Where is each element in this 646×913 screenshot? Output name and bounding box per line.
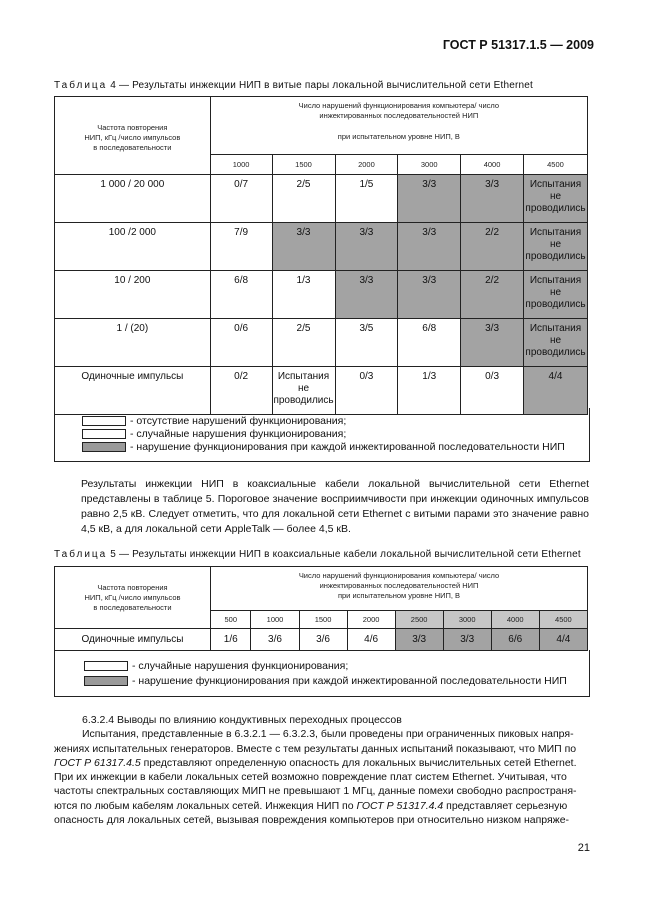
table-cell: 4/4 [539,629,587,651]
table4-legend-frame [54,408,590,462]
table-cell: Испытания не проводились [523,271,587,319]
table-cell: 3/3 [398,271,461,319]
document-code: ГОСТ Р 51317.1.5 — 2009 [442,38,594,52]
table5-level-header: 4000 [491,611,539,629]
table-cell: 3/3 [395,629,443,651]
table-cell: 3/6 [299,629,347,651]
table5-level-header: 3000 [443,611,491,629]
legend-item-random: - случайные нарушения функционирования; [84,658,567,673]
row-label: 10 / 200 [55,271,211,319]
table5-level-header: 1000 [251,611,299,629]
table-row [55,319,588,367]
table-cell: 3/3 [461,175,524,223]
table-cell: 2/2 [461,271,524,319]
table5-row-header: Частота повторения НИП, кГц /число импульсов в последовательности [55,567,211,629]
table-cell: 0/7 [210,175,272,223]
table4-level-header: 1000 [210,155,272,175]
row-label: 100 /2 000 [55,223,211,271]
table-cell: 1/5 [335,175,398,223]
table-cell: 0/3 [335,367,398,415]
legend-item-random: - случайные нарушения функционирования; [82,427,565,440]
legend-swatch-grey [84,676,128,686]
table4-row-header: Частота повторения НИП, кГц /число импульсов в последовательности [55,97,211,175]
table-row [55,223,588,271]
table-cell: 3/3 [398,223,461,271]
table-cell: 1/6 [211,629,251,651]
table-cell: Испытания не проводились [272,367,335,415]
table-cell: 2/5 [272,319,335,367]
table-cell: 0/3 [461,367,524,415]
table5-group-header: Число нарушений функционирования компьютера/ число инжектированных последовательностей НИП при испытательном уровне НИП, В [211,567,588,611]
section-conclusions: 6.3.2.4 Выводы по влиянию кондуктивных переходных процессов Испытания, представленные в 6.3.2.1 — 6.3.2.3, были проведены при ограниченных пиковых напря- жениях испытательных генераторов. Вместе с тем результаты данных испытаний показывают, что МИП по ГОСТ Р 61317.4.5 представляют определенную опасность для локальных вычислительных сетей Ethernet. При их инжекции в кабели локальных сетей возможно повреждение плат систем Ethernet. Учитывая, что частоты спектральных составляющих МИП не превышают 1 МГц, данные помехи свободно распространя- ются по любым кабелям локальных сетей. Инжекция НИП по ГОСТ Р 51317.4.4 представляет серьезную опасность для локальных сетей, вызывая повреждения компьютеров при относительно низком напряже- [54,713,588,827]
table4-level-header: 2000 [335,155,398,175]
standard-reference: ГОСТ Р 61317.4.5 [54,756,141,769]
table-row [55,629,588,651]
table-cell: 4/4 [523,367,587,415]
table5-level-header: 4500 [539,611,587,629]
table-cell: 1/3 [398,367,461,415]
table-cell: Испытания не проводились [523,319,587,367]
legend-item-every: - нарушение функционирования при каждой инжектированной последовательности НИП [84,673,567,688]
table-cell: 7/9 [210,223,272,271]
page-number: 21 [577,842,590,854]
table-cell: Испытания не проводились [523,223,587,271]
table-cell: 3/3 [398,175,461,223]
table-cell: 3/3 [272,223,335,271]
row-label: Одиночные импульсы [55,367,211,415]
table5-level-header: 1500 [299,611,347,629]
table4-level-header: 1500 [272,155,335,175]
table-row [55,271,588,319]
table-cell: 1/3 [272,271,335,319]
table4-level-header: 4000 [461,155,524,175]
table-cell: 2/5 [272,175,335,223]
table5-level-header: 500 [211,611,251,629]
legend-item-every: - нарушение функционирования при каждой инжектированной последовательности НИП [82,440,565,453]
table4-caption: Таблица 4 — Результаты инжекции НИП в витые пары локальной вычислительной сети Ethernet [54,80,533,91]
table5-legend [84,658,567,688]
table-cell: 3/3 [335,271,398,319]
table-cell: 3/3 [461,319,524,367]
standard-reference: ГОСТ Р 51317.4.4 [356,799,444,812]
table4-level-header: 3000 [398,155,461,175]
table-cell: 6/6 [491,629,539,651]
table-row [55,175,588,223]
row-label: 1 000 / 20 000 [55,175,211,223]
table-cell: 4/6 [347,629,395,651]
row-label: Одиночные импульсы [55,629,211,651]
table-cell: 0/6 [210,319,272,367]
table-cell: 6/8 [398,319,461,367]
table-cell: 3/6 [251,629,299,651]
table4-level-header: 4500 [523,155,587,175]
table-cell: 2/2 [461,223,524,271]
table4-group-header: Число нарушений функционирования компьютера/ число инжектированных последовательностей НИП при испытательном уровне НИП, В [210,97,587,155]
legend-item-none: - отсутствие нарушений функционирования; [82,414,565,427]
table5-level-header: 2500 [395,611,443,629]
table-cell: 0/2 [210,367,272,415]
table-cell: 3/5 [335,319,398,367]
table-cell: 3/3 [443,629,491,651]
section-heading: 6.3.2.4 Выводы по влиянию кондуктивных переходных процессов [82,714,402,726]
table4 [54,96,588,415]
table5-level-header: 2000 [347,611,395,629]
row-label: 1 / (20) [55,319,211,367]
paragraph-table5-intro: Результаты инжекции НИП в коаксиальные кабели локальной вычислительной сети Ethernet представлены в таблице 5. Пороговое значение восприимчивости при инжекции одиночных импульсов равно 2,5 кВ. Следует отметить, что для локальной сети Ethernet с витыми парами это значение равно 4,5 кВ, а для локальной сети AppleTalk — более 4,5 кВ. [81,478,589,535]
table5 [54,566,588,651]
table-cell: 6/8 [210,271,272,319]
table5-caption: Таблица 5 — Результаты инжекции НИП в коаксиальные кабели локальной вычислительной сети Ethernet [54,549,581,560]
table-cell: Испытания не проводились [523,175,587,223]
legend-swatch-white [84,661,128,671]
table-cell: 3/3 [335,223,398,271]
